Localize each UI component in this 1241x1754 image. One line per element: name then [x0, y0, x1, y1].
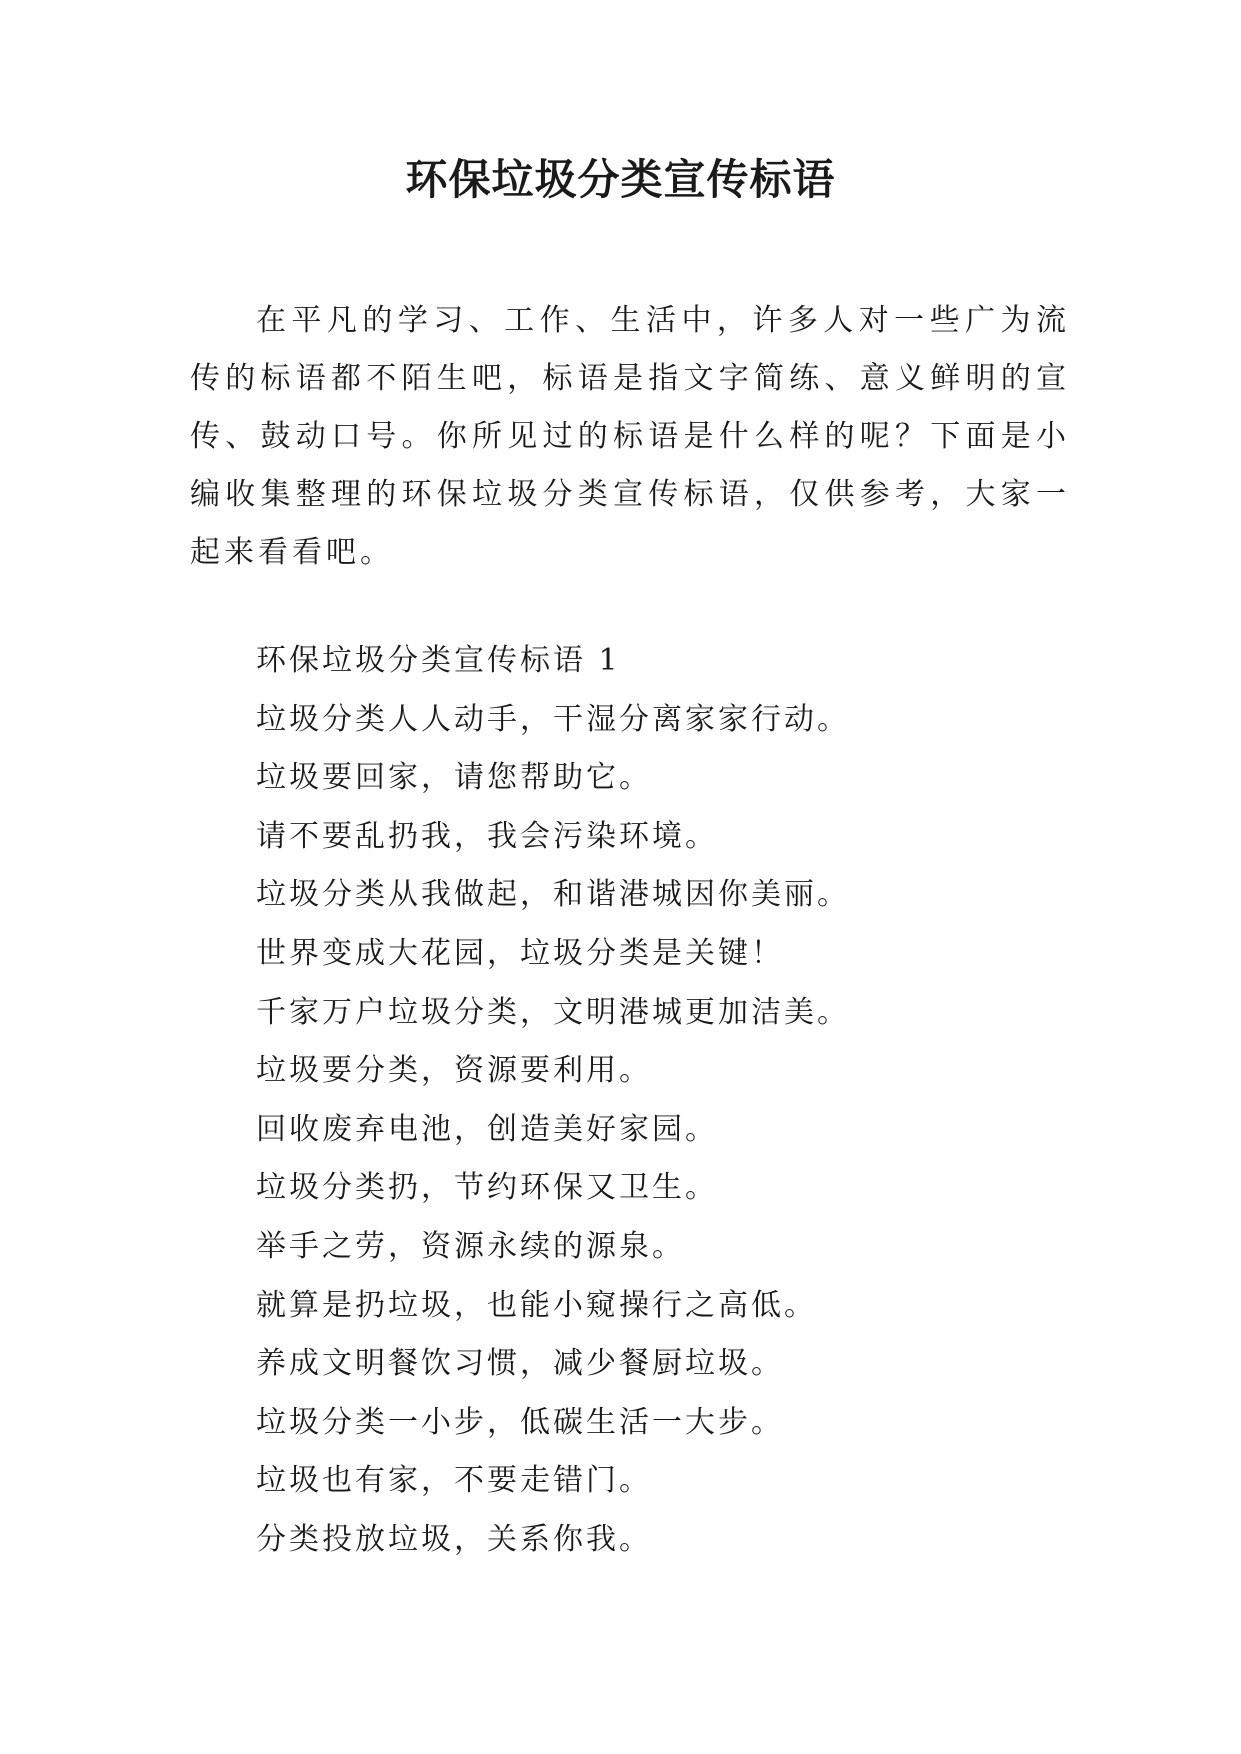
list-item: 千家万户垃圾分类，文明港城更加洁美。 [256, 994, 850, 1030]
document-title: 环保垃圾分类宣传标语 [405, 155, 836, 204]
list-item: 请不要乱扔我，我会污染环境。 [256, 818, 718, 854]
list-item: 养成文明餐饮习惯，减少餐厨垃圾。 [256, 1346, 784, 1382]
list-item: 垃圾分类扔，节约环保又卫生。 [256, 1170, 718, 1206]
list-item: 垃圾分类人人动手，干湿分离家家行动。 [256, 701, 850, 737]
list-item: 垃圾要回家，请您帮助它。 [256, 760, 652, 796]
list-item: 世界变成大花园，垃圾分类是关键！ [256, 935, 784, 971]
list-item: 垃圾也有家，不要走错门。 [256, 1463, 652, 1499]
list-item: 举手之劳，资源永续的源泉。 [256, 1228, 685, 1264]
list-item: 分类投放垃圾，关系你我。 [256, 1521, 652, 1557]
intro-paragraph: 在平凡的学习、工作、生活中，许多人对一些广为流传的标语都不陌生吧，标语是指文字简练、意义鲜明的宣传、鼓动口号。你所见过的标语是什么样的呢？下面是小编收集整理的环保垃圾分类宣传标语，仅供参考，大家一起来看看吧。 [190, 303, 1070, 570]
list-item: 垃圾分类一小步，低碳生活一大步。 [256, 1404, 784, 1440]
list-item: 就算是扔垃圾，也能小窥操行之高低。 [256, 1287, 817, 1323]
section-heading: 环保垃圾分类宣传标语 1 [256, 643, 621, 678]
list-item: 垃圾分类从我做起，和谐港城因你美丽。 [256, 877, 850, 913]
list-item: 垃圾要分类，资源要利用。 [256, 1053, 652, 1089]
slogan-list [256, 632, 1076, 1570]
list-item: 回收废弃电池，创造美好家园。 [256, 1111, 718, 1147]
